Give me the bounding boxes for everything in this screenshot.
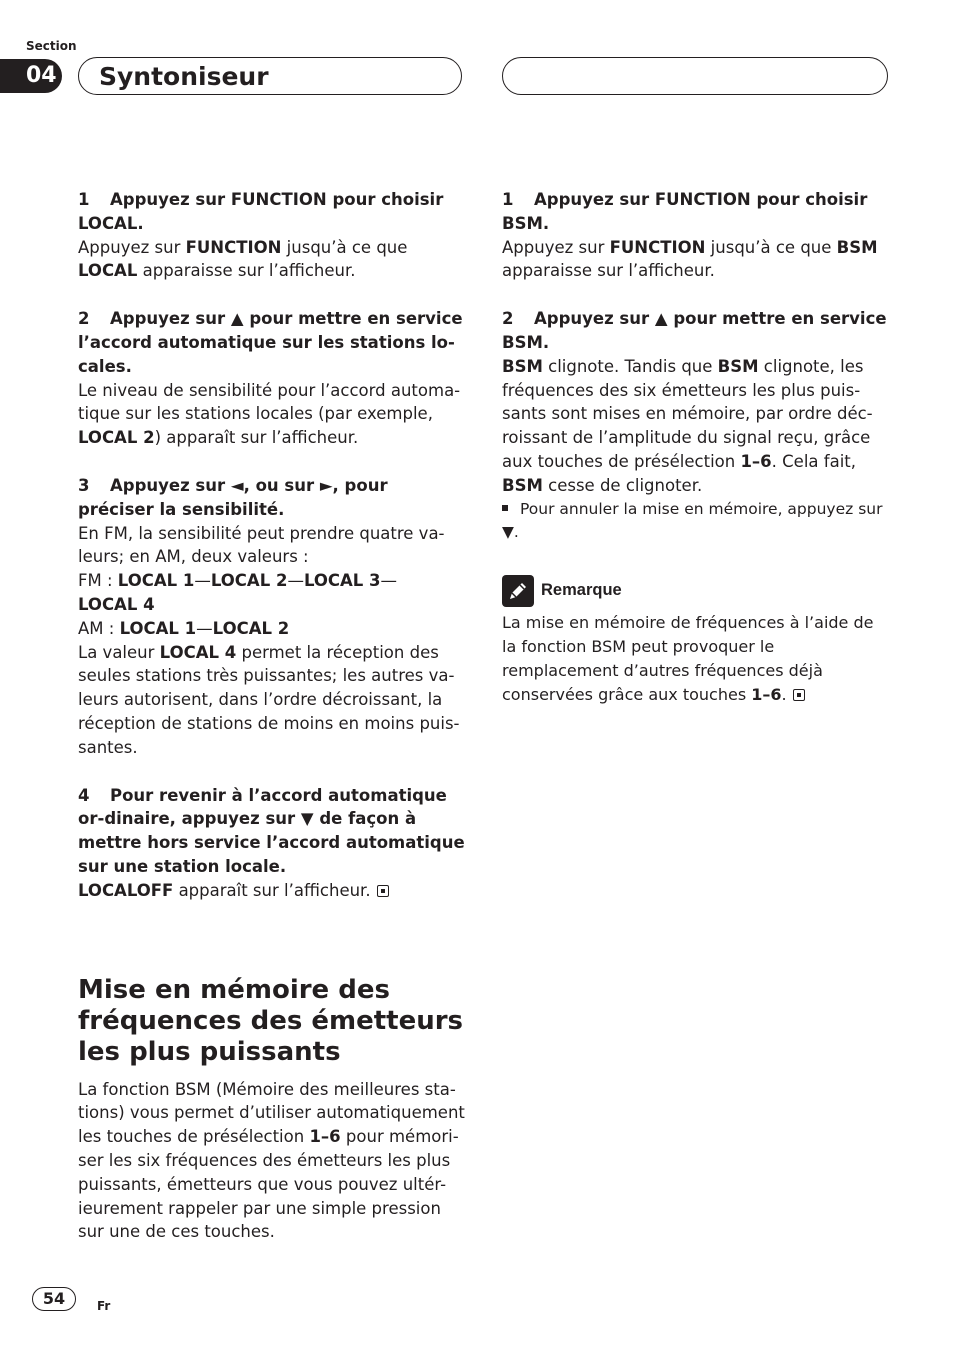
note-body: La mise en mémoire de fréquences à l’aide de la fonction BSM peut provoquer le remplacement d’autres fréquences déjà conservées grâce aux touches 1–6. — [502, 613, 874, 704]
step-intro: En FM, la sensibilité peut prendre quatre va-leurs; en AM, deux valeurs : — [78, 523, 445, 567]
step-local-1 — [78, 188, 468, 283]
step-local-2 — [78, 307, 468, 450]
pencil-note-icon — [502, 575, 534, 607]
step-body: La valeur LOCAL 4 permet la réception des seules stations très puissantes; les autres va-leurs autorisent, dans l’ordre décroissant, la réception de stations de moins en moins puis-santes. — [78, 642, 460, 757]
step-title: 1 Appuyez sur FUNCTION pour choisir BSM. — [502, 190, 868, 233]
note-title: Remarque — [541, 581, 622, 600]
am-values: AM : LOCAL 1—LOCAL 2 — [78, 618, 290, 638]
note-header — [502, 575, 892, 607]
page-number: 54 — [32, 1287, 76, 1311]
section-label: Section — [26, 39, 77, 53]
empty-header-box — [502, 57, 888, 95]
step-local-4 — [78, 784, 468, 903]
end-mark-icon — [793, 689, 805, 701]
step-local-3 — [78, 474, 468, 760]
step-bsm-1 — [502, 188, 892, 283]
step-body: Appuyez sur FUNCTION jusqu’à ce que LOCAL apparaisse sur l’afficheur. — [78, 237, 408, 281]
step-title: 1 Appuyez sur FUNCTION pour choisir LOCAL. — [78, 190, 444, 233]
step-title: 2 Appuyez sur ▲ pour mettre en service l’accord automatique sur les stations lo-cales. — [78, 309, 463, 376]
step-body: LOCALOFF apparaît sur l’afficheur. — [78, 879, 468, 903]
end-mark-icon — [377, 885, 389, 897]
language-code: Fr — [97, 1299, 111, 1313]
section-intro: La fonction BSM (Mémoire des meilleures sta-tions) vous permet d’utiliser automatiquement les touches de présélection 1–6 pour mémori-ser les six fréquences des émetteurs les plus puissants, émetteurs que vous pouvez ultér-ieurement rappeler par une simple pression sur une de ces touches. — [78, 1079, 465, 1242]
step-body: BSM clignote. Tandis que BSM clignote, les fréquences des six émetteurs les plus puis-sants sont mises en mémoire, par ordre déc-roissant de l’amplitude du signal reçu, grâce aux touches de présélection 1–6. Cela fait, BSM cesse de clignoter. — [502, 356, 873, 495]
chapter-title: Syntoniseur — [99, 62, 269, 91]
chapter-title-box — [78, 57, 462, 95]
step-title: 4 Pour revenir à l’accord automatique or-dinaire, appuyez sur ▼ de façon à mettre hors service l’accord automatique sur une station locale. — [78, 785, 465, 876]
bullet-square-icon — [502, 505, 508, 511]
step-bsm-2 — [502, 307, 892, 545]
section-number-badge: 04 — [0, 59, 62, 93]
step-title: 2 Appuyez sur ▲ pour mettre en service BSM. — [502, 309, 887, 352]
fm-values: FM : LOCAL 1—LOCAL 2—LOCAL 3— LOCAL 4 — [78, 571, 398, 614]
step-body: Appuyez sur FUNCTION jusqu’à ce que BSM apparaisse sur l’afficheur. — [502, 237, 878, 281]
bullet-note: Pour annuler la mise en mémoire, appuyez sur ▼. — [502, 499, 883, 542]
left-column — [78, 188, 468, 1244]
right-column — [502, 188, 892, 706]
step-body: Le niveau de sensibilité pour l’accord automa-tique sur les stations locales (par exemple, LOCAL 2) apparaît sur l’afficheur. — [78, 380, 461, 448]
section-heading: Mise en mémoire des fréquences des émetteurs les plus puissants — [78, 974, 464, 1067]
step-title: 3 Appuyez sur ◄, ou sur ►, pour préciser la sensibilité. — [78, 475, 388, 519]
